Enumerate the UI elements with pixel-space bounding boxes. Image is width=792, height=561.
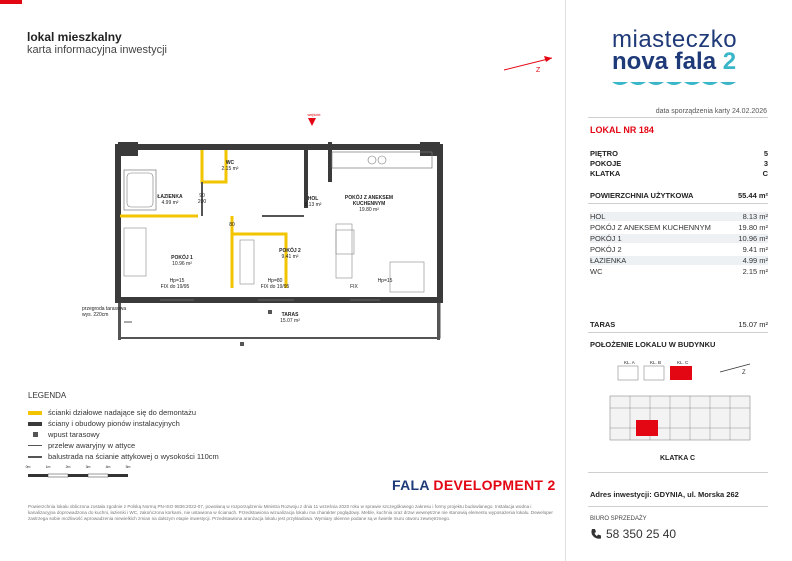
room-row: POKÓJ 2 9.41 m² (590, 245, 768, 254)
logo-name: nova fala (612, 48, 717, 75)
location-title: POŁOŻENIE LOKALU W BUDYNKU (590, 340, 716, 349)
scale-tick: 4m (105, 465, 111, 469)
building-location-plan (600, 356, 760, 444)
room-row: ŁAZIENKA 4.99 m² (590, 256, 768, 265)
divider-line (588, 506, 768, 507)
scale-tick: 3m (85, 465, 91, 469)
info-row-klatka: KLATKA C (590, 169, 768, 178)
plan-label-lazienka: ŁAZIENKA 4.99 m² (157, 194, 183, 206)
legend-item: ściany i obudowy pionów instalacyjnych (28, 419, 180, 428)
logo-waves-icon (612, 80, 740, 90)
sales-office-label: BIURO SPRZEDAŻY (590, 516, 647, 522)
plan-fix-label: FIX do 19/95 (260, 284, 290, 290)
przegroda-label: przegroda tarasowa wys. 220cm (82, 306, 127, 318)
area-total-row: POWIERZCHNIA UŻYTKOWA 55.44 m² (590, 191, 768, 200)
plan-fix-label: FIX (350, 284, 358, 290)
legend-item: przelew awaryjny w attyce (28, 441, 135, 450)
klatka-label: KL. B (650, 360, 662, 365)
legend-item: ścianki działowe nadające się do demontażu (28, 408, 196, 417)
overflow-icon (28, 445, 42, 446)
legend-swatch (28, 422, 42, 426)
svg-text:Z: Z (742, 370, 746, 376)
logo-line2 (612, 48, 736, 76)
legend-item: wpust tarasowy (28, 430, 100, 439)
plan-label-hol: HOL 8.13 m² (304, 196, 322, 208)
column-divider (565, 0, 566, 561)
plan-hp-label: Hp=15 (169, 278, 185, 284)
klatka-caption: KLATKA C (660, 455, 695, 462)
lokal-number: LOKAL NR 184 (590, 125, 654, 135)
page-title: lokal mieszkalny (27, 30, 122, 44)
legend-swatch (28, 411, 42, 415)
taras-row: TARAS 15.07 m² (590, 320, 768, 329)
room-row: HOL 8.13 m² (590, 212, 768, 221)
balustrade-icon (28, 456, 42, 458)
phone-number[interactable]: 58 350 25 40 (606, 527, 677, 541)
plan-fix-label: FIX do 19/95 (160, 284, 190, 290)
info-row-pokoje: POKOJE 3 (590, 159, 768, 168)
plan-label-taras: TARAS 15.07 m² (280, 312, 300, 324)
room-row: WC 2.15 m² (590, 267, 768, 276)
legend-title: LEGENDA (28, 391, 67, 400)
divider-line (588, 117, 768, 118)
room-row: POKÓJ Z ANEKSEM KUCHENNYM 19.80 m² (590, 223, 768, 232)
scale-tick: 1m (45, 465, 51, 469)
entrance-arrow-icon (308, 118, 316, 126)
door-dimension: 90 200 (197, 193, 207, 205)
entrance-label: wejście (307, 112, 321, 117)
divider-line (588, 203, 768, 204)
red-accent-bar (0, 0, 22, 4)
plan-label-wc: WC 2.15 m² (221, 160, 239, 172)
plan-hp-label: Hp=15 (377, 278, 393, 284)
plan-label-pokoj1: POKÓJ 1 10.96 m² (171, 255, 193, 267)
scale-tick: 5m (125, 465, 131, 469)
north-arrow-icon (500, 50, 560, 76)
date-label: data sporządzenia karty 24.02.2026 (655, 108, 767, 115)
legend-item: balustrada na ścianie attykowej o wysokości 110cm (28, 452, 219, 461)
klatka-label: KL. A (624, 360, 635, 365)
info-row-pietro: PIĘTRO 5 (590, 149, 768, 158)
room-row: POKÓJ 1 10.96 m² (590, 234, 768, 243)
logo-line1: miasteczko (612, 26, 738, 53)
divider-line (588, 472, 768, 473)
brand-name: FALA DEVELOPMENT 2 (392, 477, 556, 493)
phone-icon (590, 528, 602, 540)
address: Adres inwestycji: GDYNIA, ul. Morska 262 (590, 490, 739, 499)
drain-icon (33, 432, 38, 437)
plan-label-pokoj-aneks: POKÓJ Z ANEKSEM KUCHENNYM 19.80 m² (344, 195, 394, 213)
plan-hp-label: Hp=80 (267, 278, 283, 284)
page-subtitle: karta informacyjna inwestycji (27, 44, 167, 56)
disclaimer-text: Powierzchnia lokalu obliczona została zgodnie z Polską Normą PN-ISO 9836:2022-07, powołaną w rozporządzeniu Ministra Rozwoju z dnia 11 września 2020 roku w sprawie szczegółowego zakresu i formy projektu budowlanego. Instalacja wodna i kanalizacyjna doprowadzona do kuchni, łazienki i WC, zakończona korkami, nie ustawiona w ścianach. Przedstawiona wizualizacja lokalu ma charakter poglądowy. Meble, kuchnia oraz drzwi wewnętrzne nie stanowią elementu wyposażenia lokalu. Deweloper zastrzega sobie możliwość wprowadzenia niewielkich zmian na dalszym etapie inwestycji. Przedstawiona aranżacja lokalu jest przykładowa. Wymiary okienne podane są w świetle muru otworu zewnętrznego. (28, 504, 553, 521)
plan-label-pokoj2: POKÓJ 2 9.41 m² (279, 248, 301, 260)
klatka-label: KL. C (677, 360, 689, 365)
divider-line (588, 332, 768, 333)
scale-tick: 2m (65, 465, 71, 469)
svg-text:Z: Z (536, 67, 541, 74)
logo-number: 2 (722, 48, 737, 75)
scale-tick: 0m (25, 465, 31, 469)
door-dimension: 80 (229, 222, 235, 228)
